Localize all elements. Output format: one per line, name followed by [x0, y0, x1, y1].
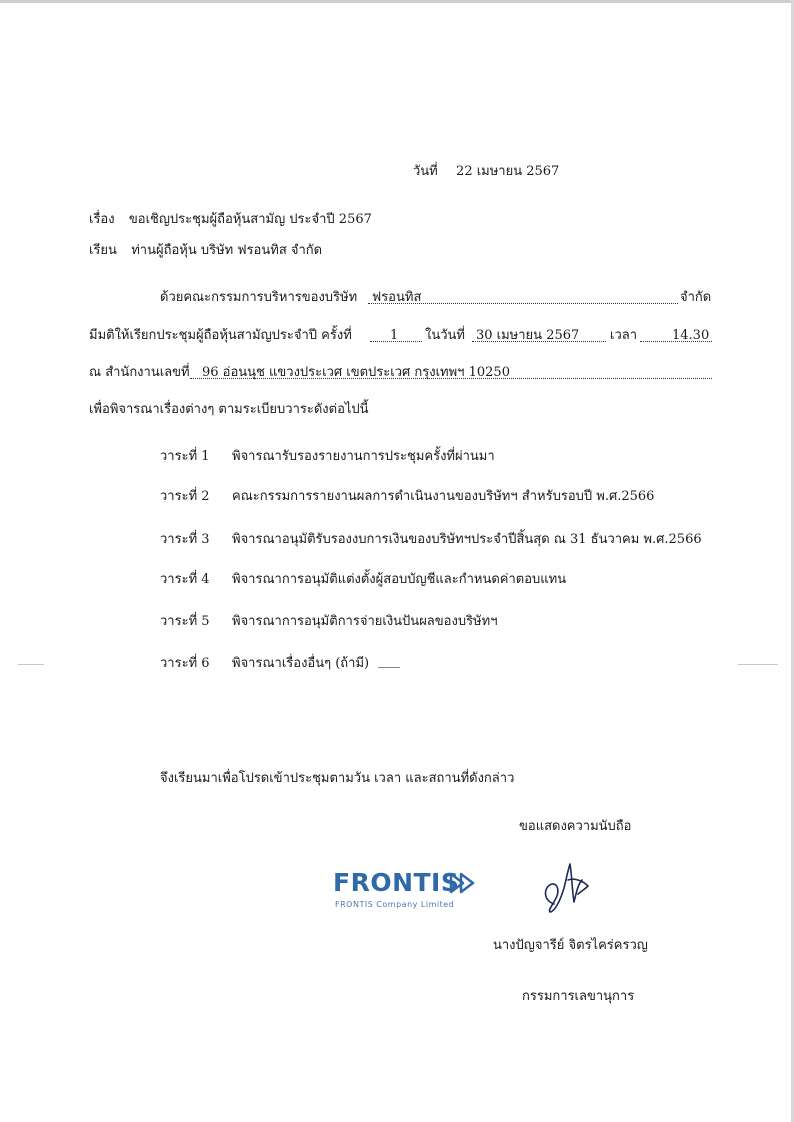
agenda-text: พิจารณาอนุมัติรับรองงบการเงินของบริษัทฯประจำปีสิ้นสุด ณ 31 ธันวาคม พ.ศ.2566: [232, 532, 702, 547]
date-value: 22 เมษายน 2567: [456, 164, 560, 179]
scan-edge-top: [0, 0, 794, 3]
meeting-time: 14.30: [672, 328, 710, 343]
date-label: วันที่: [413, 164, 438, 179]
salutation-text: ท่านผู้ถือหุ้น บริษัท ฟรอนทิส จำกัด: [131, 243, 323, 258]
agenda-number: วาระที่ 6: [160, 656, 210, 671]
subject-text: ขอเชิญประชุมผู้ถือหุ้นสามัญ ประจำปี 2567: [128, 212, 372, 227]
salutation-label: เรียน: [89, 243, 117, 258]
body-line-3-prefix: ณ สำนักงานเลขที่: [89, 365, 190, 380]
logo-subtitle: FRONTIS Company Limited: [335, 900, 455, 909]
meeting-no: 1: [390, 328, 399, 343]
scan-artifact: [738, 664, 778, 665]
body-line-1-suffix: จำกัด: [680, 290, 712, 305]
agenda-text: คณะกรรมการรายงานผลการดำเนินงานของบริษัทฯ สำหรับรอบปี พ.ศ.2566: [232, 489, 655, 504]
agenda-number: วาระที่ 2: [160, 489, 210, 504]
company-logo: [333, 868, 483, 916]
body-line-4: เพื่อพิจารณาเรื่องต่างๆ ตามระเบียบวาระดังต่อไปนี้: [89, 402, 369, 417]
closing-line: จึงเรียนมาเพื่อโปรดเข้าประชุมตามวัน เวลา และสถานที่ดังกล่าว: [160, 771, 515, 786]
subject-line: [89, 212, 372, 228]
agenda-text: พิจารณาการอนุมัติแต่งตั้งผู้สอบบัญชีและกำหนดค่าตอบแทน: [232, 572, 567, 587]
subject-label: เรื่อง: [89, 212, 115, 227]
meeting-no-fill: [370, 328, 422, 344]
agenda-number: วาระที่ 1: [160, 449, 210, 464]
agenda-number: วาระที่ 5: [160, 614, 210, 629]
date-line: [413, 164, 559, 180]
signer-title: กรรมการเลขานุการ: [522, 989, 635, 1004]
logo-wordmark: FRONTIS: [333, 868, 460, 897]
company-name: ฟรอนทิส: [372, 290, 422, 305]
salutation-line: [89, 243, 322, 259]
double-arrow-icon: [449, 872, 479, 894]
agenda-text: พิจารณารับรองรายงานการประชุมครั้งที่ผ่านมา: [232, 449, 495, 464]
company-fill: [368, 290, 678, 306]
meeting-date-fill: [472, 328, 606, 344]
meeting-date-label: ในวันที่: [425, 328, 465, 343]
meeting-date: 30 เมษายน 2567: [476, 328, 580, 343]
scan-artifact: [18, 664, 44, 665]
meeting-time-label: เวลา: [610, 328, 638, 343]
body-line-2-prefix: มีมติให้เรียกประชุมผู้ถือหุ้นสามัญประจำปี ครั้งที่: [89, 328, 352, 343]
meeting-time-fill: [640, 328, 712, 344]
agenda-text: พิจารณาการอนุมัติการจ่ายเงินปันผลของบริษัทฯ: [232, 614, 498, 629]
regards-line: ขอแสดงความนับถือ: [519, 819, 632, 834]
agenda-text: พิจารณาเรื่องอื่นๆ (ถ้ามี): [232, 656, 370, 671]
signer-name: นางปัญจารีย์ จิตรไคร่ครวญ: [493, 938, 648, 953]
scan-artifact: [378, 667, 400, 668]
signature: [538, 850, 598, 916]
agenda-number: วาระที่ 3: [160, 532, 210, 547]
office-address: 96 อ่อนนุช แขวงประเวศ เขตประเวศ กรุงเทพฯ 10250: [202, 365, 510, 380]
agenda-number: วาระที่ 4: [160, 572, 210, 587]
address-fill: [190, 365, 712, 381]
body-line-1-prefix: ด้วยคณะกรรมการบริหารของบริษัท: [160, 290, 358, 305]
